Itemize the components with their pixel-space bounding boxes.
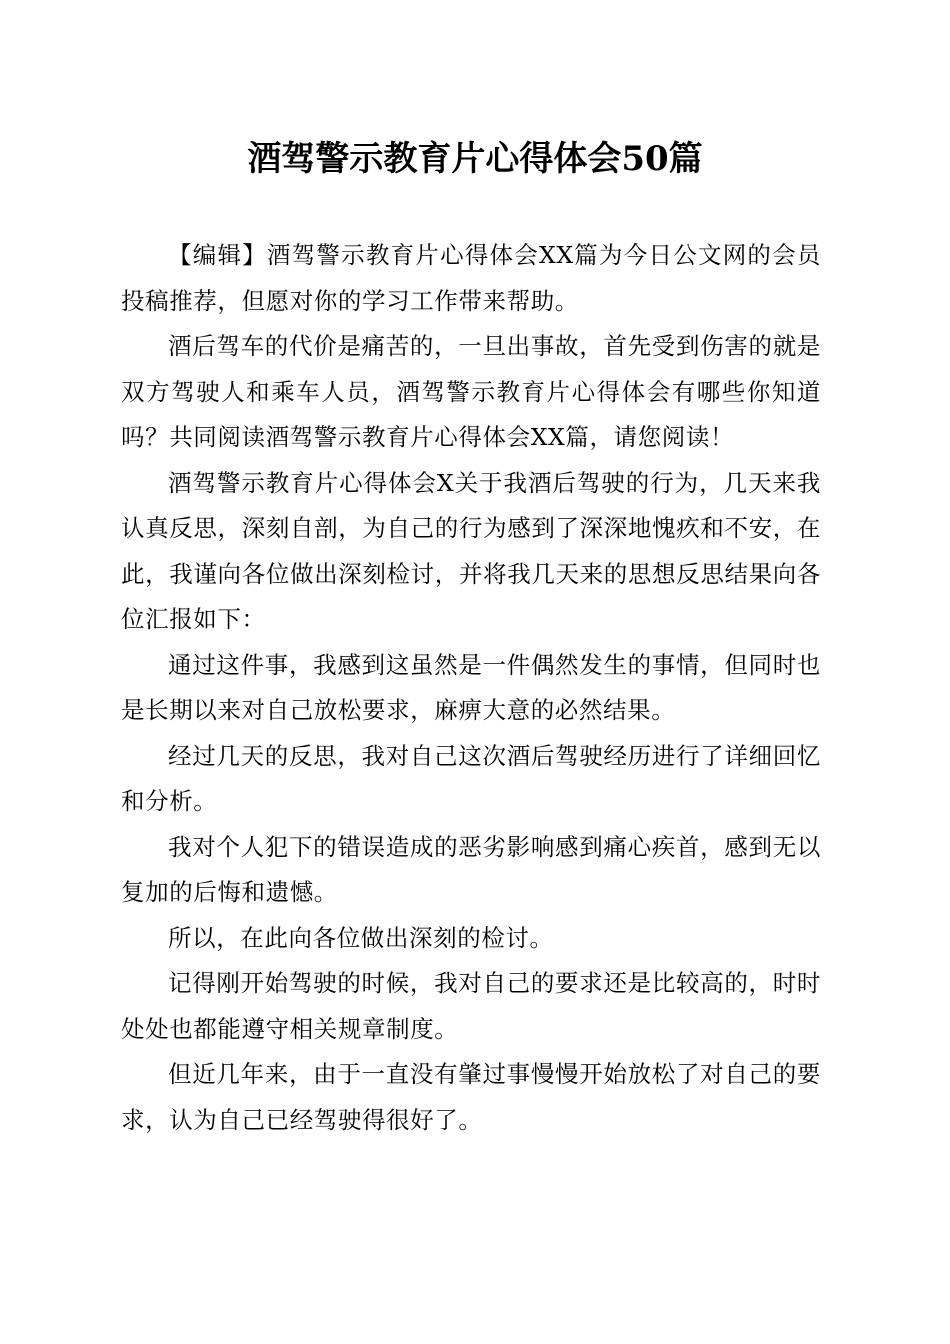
document-body bbox=[121, 233, 821, 1143]
paragraph-intro: 酒后驾车的代价是痛苦的，一旦出事故，首先受到伤害的就是双方驾驶人和乘车人员，酒驾警示教育片心得体会有哪些你知道吗？共同阅读酒驾警示教育片心得体会XX篇，请您阅读！ bbox=[121, 332, 821, 451]
paragraph-review: 经过几天的反思，我对自己这次酒后驾驶经历进行了详细回忆和分析。 bbox=[121, 741, 821, 815]
paragraph-recent-years: 但近几年来，由于一直没有肇过事慢慢开始放松了对自己的要求，认为自己已经驾驶得很好了。 bbox=[121, 1060, 821, 1134]
document-title: 酒驾警示教育片心得体会50篇 bbox=[247, 139, 703, 179]
paragraph-regret: 我对个人犯下的错误造成的恶劣影响感到痛心疾首，感到无以复加的后悔和遗憾。 bbox=[121, 832, 821, 906]
paragraph-reflection-opening: 酒驾警示教育片心得体会X关于我酒后驾驶的行为，几天来我认真反思，深刻自剖，为自己的行为感到了深深地愧疚和不安，在此，我谨向各位做出深刻检讨，并将我几天来的思想反思结果向各位汇报如下： bbox=[121, 468, 821, 633]
paragraph-early-driving: 记得刚开始驾驶的时候，我对自己的要求还是比较高的，时时处处也都能遵守相关规章制度。 bbox=[121, 969, 821, 1043]
paragraph-apology: 所以，在此向各位做出深刻的检讨。 bbox=[168, 923, 554, 952]
paragraph-editor-note: 【编辑】酒驾警示教育片心得体会XX篇为今日公文网的会员投稿推荐，但愿对你的学习工作带来帮助。 bbox=[121, 241, 821, 315]
paragraph-cause: 通过这件事，我感到这虽然是一件偶然发生的事情，但同时也是长期以来对自己放松要求，麻痹大意的必然结果。 bbox=[121, 650, 821, 724]
